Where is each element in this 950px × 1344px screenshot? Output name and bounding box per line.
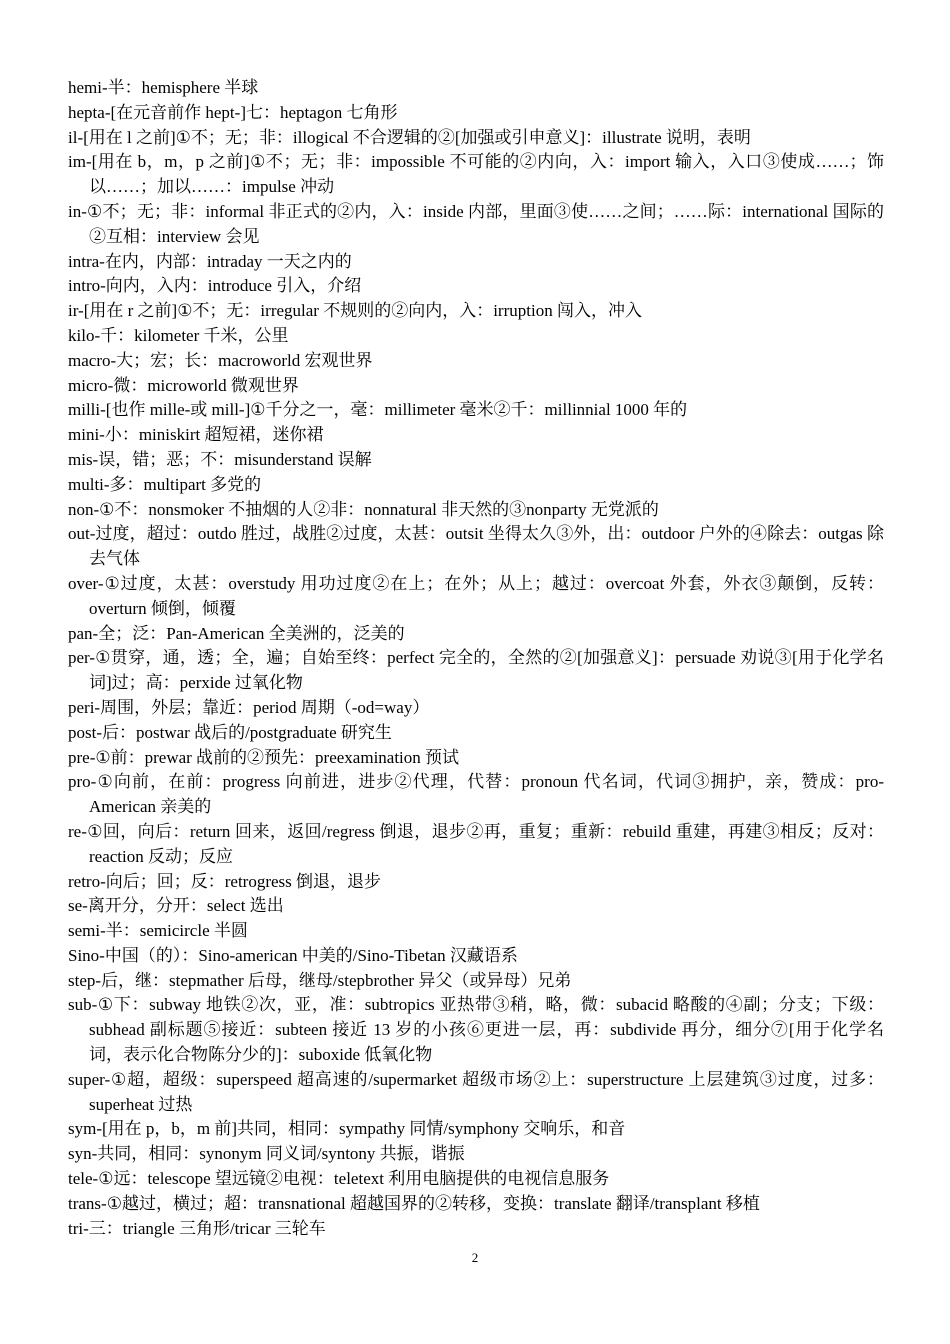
entry-mini: mini-小：miniskirt 超短裙，迷你裙 bbox=[68, 425, 324, 445]
entry-per: per-①贯穿，通，透；全，遍；自始至终：perfect 完全的，全然的②[加强意义]：persuade 劝说③[用于化学名词]过；高：perxide 过氧化物 bbox=[68, 648, 884, 693]
entry-in: in-①不；无；非：informal 非正式的②内，入：inside 内部，里面③使……之间；……际：international 国际的②互相：interview 会见 bbox=[68, 201, 884, 246]
entry-re: re-①回，向后：return 回来，返回/regress 倒退，退步②再，重复；重新：rebuild 重建，再建③相反；反对：reaction 反动；反应 bbox=[68, 821, 884, 866]
entry-syn: syn-共同，相同：synonym 同义词/syntony 共振，谐振 bbox=[68, 1144, 465, 1164]
entry-sub: sub-①下：subway 地铁②次，亚，准：subtropics 亚热带③稍，略，微：subacid 略酸的④副；分支；下级：subhead 副标题⑤接近：subteen 接近 13 岁的小孩⑥更进一层，再：subdivide 再分，细分⑦[用于化学名词，表示化合物陈分少的]：suboxide 低氧化物 bbox=[68, 995, 884, 1065]
entry-hepta: hepta-[在元音前作 hept-]七：heptagon 七角形 bbox=[68, 102, 398, 122]
entry-tri: tri-三：triangle 三角形/tricar 三轮车 bbox=[68, 1218, 326, 1238]
entry-out: out-过度，超过：outdo 胜过，战胜②过度，太甚：outsit 坐得太久③外，出：outdoor 户外的④除去：outgas 除去气体 bbox=[68, 524, 884, 569]
entry-retro: retro-向后；回；反：retrogress 倒退，退步 bbox=[68, 871, 382, 891]
entry-peri: peri-周围，外层；靠近：period 周期（-od=way） bbox=[68, 697, 430, 717]
entry-over: over-①过度，太甚：overstudy 用功过度②在上；在外；从上；越过：overcoat 外套，外衣③颠倒，反转：overturn 倾倒，倾覆 bbox=[68, 573, 884, 618]
entry-pan: pan-全；泛：Pan-American 全美洲的，泛美的 bbox=[68, 623, 405, 643]
entry-pro: pro-①向前，在前：progress 向前进，进步②代理，代替：pronoun 代名词，代词③拥护，亲，赞成：pro-American 亲美的 bbox=[68, 772, 884, 817]
entry-super: super-①超，超级：superspeed 超高速的/supermarket 超级市场②上：superstructure 上层建筑③过度，过多：superheat 过热 bbox=[68, 1069, 884, 1114]
prefix-entry-list bbox=[68, 76, 884, 1241]
entry-step: step-后，继：stepmather 后母，继母/stepbrother 异父（或异母）兄弟 bbox=[68, 970, 572, 990]
entry-milli: milli-[也作 mille-或 mill-]①千分之一，毫：millimeter 毫米②千：millinnial 1000 年的 bbox=[68, 400, 688, 420]
entry-tele: tele-①远：telescope 望远镜②电视：teletext 利用电脑提供的电视信息服务 bbox=[68, 1169, 610, 1189]
entry-hemi: hemi-半：hemisphere 半球 bbox=[68, 78, 259, 97]
entry-macro: macro-大；宏；长：macroworld 宏观世界 bbox=[68, 350, 373, 370]
entry-trans: trans-①越过，横过；超：transnational 超越国界的②转移，变换：translate 翻译/transplant 移植 bbox=[68, 1193, 760, 1213]
page-number: 2 bbox=[471, 1250, 479, 1265]
entry-multi: multi-多：multipart 多党的 bbox=[68, 474, 262, 494]
entry-sino: Sino-中国（的）：Sino-american 中美的/Sino-Tibetan 汉藏语系 bbox=[68, 945, 518, 965]
entry-post: post-后：postwar 战后的/postgraduate 研究生 bbox=[68, 722, 392, 742]
entry-ir: ir-[用在 r 之前]①不；无：irregular 不规则的②向内，入：irruption 闯入，冲入 bbox=[68, 301, 642, 321]
entry-intra: intra-在内，内部：intraday 一天之内的 bbox=[68, 251, 352, 271]
entry-non: non-①不：nonsmoker 不抽烟的人②非：nonnatural 非天然的③nonparty 无党派的 bbox=[68, 499, 659, 519]
entry-mis: mis-误，错；恶；不：misunderstand 误解 bbox=[68, 449, 372, 469]
entry-im: im-[用在 b，m，p 之前]①不；无；非：impossible 不可能的②内向，入：import 输入，入口③使成……；饰以……；加以……：impulse 冲动 bbox=[68, 152, 884, 197]
entry-il: il-[用在 l 之前]①不；无；非：illogical 不合逻辑的②[加强或引申意义]：illustrate 说明，表明 bbox=[68, 127, 751, 147]
entry-semi: semi-半：semicircle 半圆 bbox=[68, 921, 248, 941]
entry-kilo: kilo-千：kilometer 千米，公里 bbox=[68, 325, 289, 345]
entry-se: se-离开分，分开：select 选出 bbox=[68, 896, 284, 916]
entry-pre: pre-①前：prewar 战前的②预先：preexamination 预试 bbox=[68, 747, 460, 767]
entry-sym: sym-[用在 p，b，m 前]共同，相同：sympathy 同情/symphony 交响乐，和音 bbox=[68, 1119, 626, 1139]
entry-micro: micro-微：microworld 微观世界 bbox=[68, 375, 299, 395]
entry-intro: intro-向内，入内：introduce 引入，介绍 bbox=[68, 276, 362, 296]
